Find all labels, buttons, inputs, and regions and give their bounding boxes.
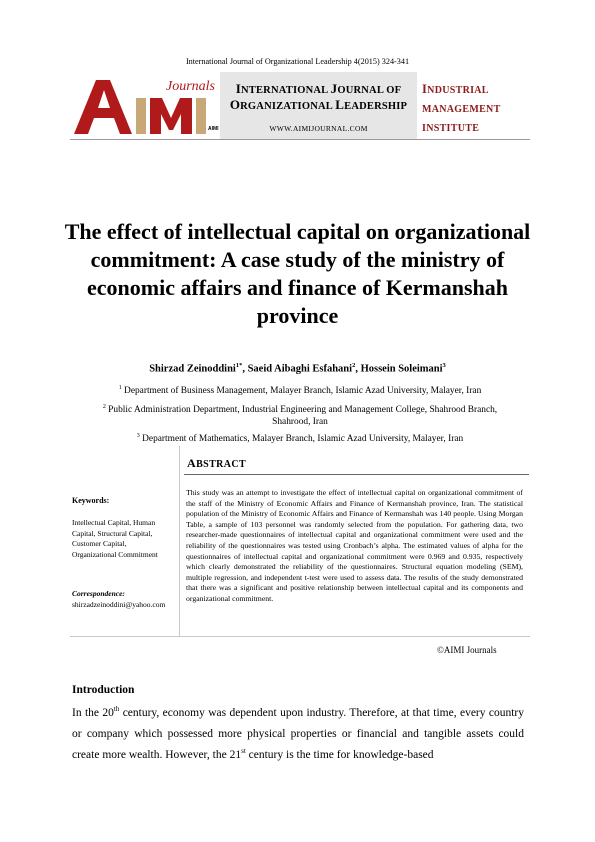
- correspondence-email[interactable]: shirzadzeinoddini@yahoo.com: [72, 600, 166, 609]
- column-divider: [179, 446, 180, 636]
- author-list: Shirzad Zeinoddini$^{1*}$, Saeid Aibaghi Esfahani$^2$, Hossein Soleimani$^3$: [149, 362, 446, 375]
- svg-text:AIMI: AIMI: [208, 126, 219, 132]
- abstract-divider: [184, 474, 529, 475]
- svg-text:Journals: Journals: [166, 79, 215, 94]
- aimi-logo-icon: [70, 72, 220, 139]
- journal-url[interactable]: WWW.AIMIJOURNAL.COM: [269, 124, 368, 133]
- journal-title-box: [220, 72, 417, 139]
- aimi-logo: [70, 72, 220, 139]
- correspondence-heading: Correspondence:: [72, 589, 125, 598]
- keywords-list: Intellectual Capital, Human Capital, Structural Capital, Customer Capital, Organizational Commitment: [72, 518, 158, 559]
- institute-name: INDUSTRIAL MANAGEMENT INSTITUTE: [422, 82, 501, 134]
- affiliation-2: $^2$ Public Administration Department, Industrial Engineering and Management College, Shahrood Branch, Shahrood, Iran: [102, 404, 498, 428]
- copyright-notice: ©AIMI Journals: [437, 645, 497, 655]
- paper-title: The effect of intellectual capital on organizational commitment: A case study of the ministry of economic affairs and finance of Kermanshah province: [64, 219, 531, 328]
- abstract-bottom-divider: [70, 636, 530, 637]
- header-divider: [70, 139, 530, 140]
- journal-title: INTERNATIONAL JOURNAL OF ORGANIZATIONAL LEADERSHIP: [229, 81, 408, 112]
- abstract-heading: ABSTRACT: [187, 456, 247, 470]
- affiliation-3: $^3$ Department of Mathematics, Malayer Branch, Islamic Azad University, Malayer, Iran: [136, 433, 464, 445]
- introduction-paragraph: In the 20th century, economy was dependent upon industry. Therefore, at that time, every country or company which possessed more physical properties or financial and tangible assets could create more wealth. However, the 21st century is the time for knowledge-based: [72, 705, 524, 761]
- affiliation-1: $^1$ Department of Business Management, Malayer Branch, Islamic Azad University, Malayer, Iran: [118, 385, 482, 397]
- abstract-text: This study was an attempt to investigate the effect of intellectual capital on organizational commitment of the staff of the Ministry of Economic Affairs and Finance of Kermanshah province, Iran. The statistical population of the Ministry of Economic Affairs and Finance of Kermanshah was 140 people. Using Morgan Table, a sample of 103 personnel was randomly selected from the population. For gathering data, two researcher-made questionnaires of intellectual capital and organizational commitment were used and the reliability of the questionnaires was tested using Cronbach’s alpha. The estimated values of alpha for the questionnaires of intellectual capital and organizational commitment were 0.969 and 0.935, respectively which clearly demonstrated the reliability of the questionnaires. Structural equation modeling (SEM), multiple regression, and independent t-test were used to assess data. The results of the study demonstrated that there was a significant and positive relationship between intellectual capital and its components and organizational commitment.: [186, 488, 523, 603]
- running-header: International Journal of Organizational Leadership 4(2015) 324-341: [185, 57, 410, 66]
- keywords-heading: Keywords:: [72, 496, 110, 505]
- introduction-heading: Introduction: [72, 684, 135, 696]
- journal-header: [70, 72, 530, 139]
